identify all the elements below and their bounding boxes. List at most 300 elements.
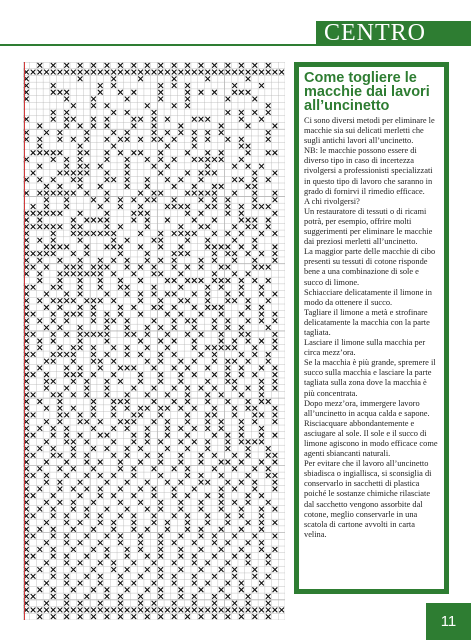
stitch-cross xyxy=(266,104,270,108)
stitch-cross xyxy=(118,63,122,67)
stitch-cross xyxy=(259,440,263,444)
stitch-cross xyxy=(78,332,82,336)
stitch-cross xyxy=(31,151,35,155)
stitch-cross xyxy=(38,527,42,531)
stitch-cross xyxy=(112,83,116,87)
stitch-cross xyxy=(253,352,257,356)
stitch-cross xyxy=(98,272,102,276)
stitch-cross xyxy=(145,178,149,182)
stitch-cross xyxy=(226,346,230,350)
stitch-cross xyxy=(212,615,216,619)
stitch-cross xyxy=(206,447,210,451)
stitch-cross xyxy=(139,312,143,316)
stitch-cross xyxy=(78,366,82,370)
stitch-cross xyxy=(165,447,169,451)
stitch-cross xyxy=(65,245,69,249)
stitch-cross xyxy=(125,426,129,430)
stitch-cross xyxy=(125,319,129,323)
stitch-cross xyxy=(132,386,136,390)
stitch-cross xyxy=(246,473,250,477)
stitch-cross xyxy=(139,500,143,504)
stitch-cross xyxy=(51,332,55,336)
stitch-cross xyxy=(239,615,243,619)
stitch-cross xyxy=(239,231,243,235)
stitch-cross xyxy=(71,406,75,410)
stitch-cross xyxy=(273,366,277,370)
stitch-cross xyxy=(259,339,263,343)
stitch-cross xyxy=(125,131,129,135)
stitch-cross xyxy=(226,447,230,451)
stitch-cross xyxy=(38,346,42,350)
stitch-cross xyxy=(65,198,69,202)
stitch-cross xyxy=(139,379,143,383)
stitch-cross xyxy=(233,413,237,417)
stitch-cross xyxy=(233,568,237,572)
stitch-cross xyxy=(71,500,75,504)
stitch-cross xyxy=(118,225,122,229)
stitch-cross xyxy=(206,366,210,370)
stitch-cross xyxy=(65,97,69,101)
stitch-cross xyxy=(259,514,263,518)
stitch-cross xyxy=(259,507,263,511)
stitch-cross xyxy=(159,594,163,598)
tip-box xyxy=(294,62,449,594)
stitch-cross xyxy=(85,379,89,383)
stitch-cross xyxy=(233,406,237,410)
stitch-cross xyxy=(31,352,35,356)
stitch-cross xyxy=(192,574,196,578)
stitch-cross xyxy=(139,204,143,208)
stitch-cross xyxy=(186,191,190,195)
stitch-cross xyxy=(212,467,216,471)
stitch-cross xyxy=(206,346,210,350)
stitch-cross xyxy=(105,507,109,511)
stitch-cross xyxy=(139,352,143,356)
stitch-cross xyxy=(145,184,149,188)
stitch-cross xyxy=(78,561,82,565)
stitch-cross xyxy=(226,366,230,370)
stitch-cross xyxy=(152,198,156,202)
stitch-cross xyxy=(206,70,210,74)
stitch-cross xyxy=(226,615,230,619)
stitch-cross xyxy=(165,393,169,397)
stitch-cross xyxy=(91,299,95,303)
stitch-cross xyxy=(259,83,263,87)
stitch-cross xyxy=(172,305,176,309)
stitch-cross xyxy=(91,231,95,235)
stitch-cross xyxy=(219,70,223,74)
stitch-cross xyxy=(192,278,196,282)
stitch-cross xyxy=(239,285,243,289)
stitch-cross xyxy=(259,164,263,168)
stitch-cross xyxy=(58,406,62,410)
stitch-cross xyxy=(112,561,116,565)
stitch-cross xyxy=(259,265,263,269)
stitch-cross xyxy=(118,245,122,249)
stitch-cross xyxy=(112,359,116,363)
stitch-cross xyxy=(199,386,203,390)
stitch-cross xyxy=(125,137,129,141)
stitch-cross xyxy=(266,204,270,208)
stitch-cross xyxy=(246,386,250,390)
stitch-cross xyxy=(239,440,243,444)
stitch-cross xyxy=(152,319,156,323)
stitch-cross xyxy=(78,211,82,215)
stitch-cross xyxy=(51,285,55,289)
stitch-cross xyxy=(186,494,190,498)
stitch-cross xyxy=(266,265,270,269)
stitch-cross xyxy=(192,70,196,74)
stitch-cross xyxy=(38,399,42,403)
stitch-cross xyxy=(179,426,183,430)
stitch-cross xyxy=(199,608,203,612)
stitch-cross xyxy=(78,265,82,269)
stitch-cross xyxy=(51,447,55,451)
stitch-cross xyxy=(233,339,237,343)
tip-box-title: Come togliere le macchie dai lavori all’uncinetto xyxy=(304,70,430,114)
stitch-cross xyxy=(139,601,143,605)
stitch-cross xyxy=(186,467,190,471)
stitch-cross xyxy=(273,507,277,511)
stitch-cross xyxy=(51,299,55,303)
stitch-cross xyxy=(105,325,109,329)
stitch-cross xyxy=(239,117,243,121)
stitch-cross xyxy=(192,191,196,195)
stitch-cross xyxy=(71,265,75,269)
stitch-cross xyxy=(192,581,196,585)
stitch-cross xyxy=(179,225,183,229)
paragraph: Per evitare che il lavoro all’uncinetto sbiadisca o ingiallisca, si sconsiglia di conservarlo in sacchetti di plastica poiché le sostanze chimiche rilasciate dal sacchetto vengono assorbite dal cotone, meglio conservarle in una scatola di cartone avvolti in carta velina. xyxy=(304,459,432,539)
stitch-cross xyxy=(233,487,237,491)
stitch-cross xyxy=(226,70,230,74)
stitch-cross xyxy=(172,231,176,235)
stitch-cross xyxy=(233,252,237,256)
stitch-cross xyxy=(206,117,210,121)
stitch-cross xyxy=(266,467,270,471)
stitch-cross xyxy=(132,581,136,585)
stitch-cross xyxy=(239,608,243,612)
stitch-cross xyxy=(172,541,176,545)
stitch-cross xyxy=(186,299,190,303)
stitch-cross xyxy=(159,272,163,276)
stitch-cross xyxy=(152,520,156,524)
stitch-cross xyxy=(259,379,263,383)
stitch-cross xyxy=(186,520,190,524)
stitch-cross xyxy=(246,77,250,81)
stitch-cross xyxy=(159,83,163,87)
stitch-cross xyxy=(145,433,149,437)
stitch-cross xyxy=(118,467,122,471)
stitch-cross xyxy=(239,332,243,336)
stitch-cross xyxy=(246,554,250,558)
stitch-cross xyxy=(65,426,69,430)
stitch-cross xyxy=(253,574,257,578)
stitch-cross xyxy=(192,144,196,148)
stitch-cross xyxy=(179,299,183,303)
stitch-cross xyxy=(159,554,163,558)
stitch-cross xyxy=(165,520,169,524)
stitch-cross xyxy=(78,285,82,289)
stitch-cross xyxy=(273,198,277,202)
stitch-cross xyxy=(112,373,116,377)
stitch-cross xyxy=(118,366,122,370)
stitch-cross xyxy=(266,399,270,403)
stitch-cross xyxy=(165,312,169,316)
stitch-cross xyxy=(179,554,183,558)
stitch-cross xyxy=(273,406,277,410)
stitch-cross xyxy=(152,131,156,135)
stitch-cross xyxy=(280,70,284,74)
stitch-cross xyxy=(71,272,75,276)
stitch-cross xyxy=(51,453,55,457)
stitch-cross xyxy=(172,204,176,208)
stitch-cross xyxy=(65,373,69,377)
stitch-cross xyxy=(71,527,75,531)
stitch-cross xyxy=(65,157,69,161)
stitch-cross xyxy=(91,312,95,316)
crochet-chart xyxy=(23,62,285,620)
stitch-cross xyxy=(273,312,277,316)
stitch-cross xyxy=(159,615,163,619)
stitch-cross xyxy=(246,339,250,343)
stitch-cross xyxy=(58,480,62,484)
stitch-cross xyxy=(253,191,257,195)
stitch-cross xyxy=(112,77,116,81)
stitch-cross xyxy=(219,473,223,477)
stitch-cross xyxy=(112,245,116,249)
page-number-label: 11 xyxy=(440,613,457,630)
stitch-cross xyxy=(31,413,35,417)
stitch-cross xyxy=(85,218,89,222)
stitch-cross xyxy=(273,70,277,74)
stitch-cross xyxy=(219,332,223,336)
stitch-cross xyxy=(259,70,263,74)
stitch-cross xyxy=(91,447,95,451)
stitch-cross xyxy=(105,292,109,296)
stitch-cross xyxy=(246,218,250,222)
stitch-cross xyxy=(159,534,163,538)
stitch-cross xyxy=(199,198,203,202)
stitch-cross xyxy=(132,440,136,444)
stitch-cross xyxy=(233,191,237,195)
stitch-cross xyxy=(266,473,270,477)
stitch-cross xyxy=(38,258,42,262)
stitch-cross xyxy=(273,373,277,377)
stitch-cross xyxy=(233,386,237,390)
stitch-cross xyxy=(253,265,257,269)
stitch-cross xyxy=(118,285,122,289)
stitch-cross xyxy=(65,554,69,558)
stitch-cross xyxy=(212,373,216,377)
stitch-cross xyxy=(132,520,136,524)
stitch-cross xyxy=(219,157,223,161)
stitch-cross xyxy=(85,164,89,168)
stitch-cross xyxy=(125,265,129,269)
stitch-cross xyxy=(186,527,190,531)
stitch-cross xyxy=(132,467,136,471)
stitch-cross xyxy=(38,568,42,572)
stitch-cross xyxy=(253,63,257,67)
stitch-cross xyxy=(246,144,250,148)
stitch-cross xyxy=(199,507,203,511)
stitch-cross xyxy=(219,568,223,572)
stitch-cross xyxy=(159,339,163,343)
stitch-cross xyxy=(78,225,82,229)
stitch-cross xyxy=(78,541,82,545)
stitch-cross xyxy=(226,278,230,282)
stitch-cross xyxy=(139,608,143,612)
stitch-cross xyxy=(253,70,257,74)
stitch-cross xyxy=(219,131,223,135)
stitch-cross xyxy=(58,500,62,504)
stitch-cross xyxy=(206,225,210,229)
stitch-cross xyxy=(219,588,223,592)
stitch-cross xyxy=(98,601,102,605)
stitch-cross xyxy=(253,258,257,262)
stitch-cross xyxy=(206,238,210,242)
stitch-cross xyxy=(71,137,75,141)
stitch-cross xyxy=(71,467,75,471)
stitch-cross xyxy=(186,386,190,390)
stitch-cross xyxy=(266,608,270,612)
stitch-cross xyxy=(85,137,89,141)
stitch-cross xyxy=(233,574,237,578)
stitch-cross xyxy=(253,615,257,619)
stitch-cross xyxy=(85,272,89,276)
stitch-cross xyxy=(51,588,55,592)
stitch-cross xyxy=(199,480,203,484)
stitch-cross xyxy=(266,615,270,619)
stitch-cross xyxy=(192,157,196,161)
stitch-cross xyxy=(159,137,163,141)
stitch-cross xyxy=(239,352,243,356)
stitch-cross xyxy=(58,346,62,350)
stitch-cross xyxy=(246,447,250,451)
stitch-cross xyxy=(31,225,35,229)
stitch-cross xyxy=(259,494,263,498)
stitch-cross xyxy=(125,393,129,397)
stitch-cross xyxy=(273,568,277,572)
stitch-cross xyxy=(31,211,35,215)
stitch-cross xyxy=(38,63,42,67)
stitch-cross xyxy=(71,453,75,457)
stitch-cross xyxy=(44,541,48,545)
stitch-cross xyxy=(31,494,35,498)
stitch-cross xyxy=(226,520,230,524)
stitch-cross xyxy=(259,312,263,316)
stitch-cross xyxy=(44,225,48,229)
stitch-cross xyxy=(246,184,250,188)
stitch-cross xyxy=(186,447,190,451)
stitch-cross xyxy=(58,299,62,303)
stitch-cross xyxy=(219,426,223,430)
stitch-cross xyxy=(172,70,176,74)
stitch-cross xyxy=(65,332,69,336)
stitch-cross xyxy=(78,70,82,74)
stitch-cross xyxy=(139,406,143,410)
stitch-cross xyxy=(98,83,102,87)
stitch-cross xyxy=(253,198,257,202)
stitch-cross xyxy=(85,386,89,390)
stitch-cross xyxy=(206,191,210,195)
stitch-cross xyxy=(105,319,109,323)
stitch-cross xyxy=(212,63,216,67)
stitch-cross xyxy=(132,366,136,370)
stitch-cross xyxy=(139,265,143,269)
stitch-cross xyxy=(219,494,223,498)
paragraph: Ci sono diversi metodi per eliminare le macchie sia sui delicati merletti che sugli antichi lavori all’uncinetto. xyxy=(304,116,435,146)
stitch-cross xyxy=(118,70,122,74)
stitch-cross xyxy=(132,561,136,565)
stitch-cross xyxy=(199,178,203,182)
stitch-cross xyxy=(239,547,243,551)
stitch-cross xyxy=(273,231,277,235)
stitch-cross xyxy=(125,608,129,612)
stitch-cross xyxy=(152,494,156,498)
stitch-cross xyxy=(78,373,82,377)
stitch-cross xyxy=(152,110,156,114)
stitch-cross xyxy=(226,299,230,303)
stitch-cross xyxy=(65,574,69,578)
paragraph: La maggior parte delle macchie di cibo presenti su tessuti di cotone risponde bene a una combinazione di sole e succo di limone. xyxy=(304,247,436,287)
stitch-cross xyxy=(172,77,176,81)
stitch-cross xyxy=(239,218,243,222)
stitch-cross xyxy=(219,608,223,612)
stitch-cross xyxy=(125,171,129,175)
stitch-cross xyxy=(139,547,143,551)
stitch-cross xyxy=(186,608,190,612)
stitch-cross xyxy=(91,568,95,572)
stitch-cross xyxy=(65,541,69,545)
stitch-cross xyxy=(273,547,277,551)
stitch-cross xyxy=(118,581,122,585)
stitch-cross xyxy=(105,225,109,229)
stitch-cross xyxy=(98,520,102,524)
stitch-cross xyxy=(226,399,230,403)
stitch-cross xyxy=(44,191,48,195)
stitch-cross xyxy=(112,144,116,148)
stitch-cross xyxy=(152,164,156,168)
stitch-cross xyxy=(192,426,196,430)
stitch-cross xyxy=(125,346,129,350)
stitch-cross xyxy=(98,204,102,208)
stitch-cross xyxy=(179,252,183,256)
stitch-cross xyxy=(253,278,257,282)
stitch-cross xyxy=(165,480,169,484)
stitch-cross xyxy=(31,534,35,538)
stitch-cross xyxy=(239,460,243,464)
stitch-cross xyxy=(159,500,163,504)
stitch-cross xyxy=(132,151,136,155)
stitch-cross xyxy=(199,157,203,161)
stitch-cross xyxy=(118,420,122,424)
stitch-cross xyxy=(58,278,62,282)
stitch-cross xyxy=(112,426,116,430)
stitch-cross xyxy=(58,413,62,417)
stitch-cross xyxy=(186,473,190,477)
stitch-cross xyxy=(98,574,102,578)
stitch-cross xyxy=(159,70,163,74)
stitch-cross xyxy=(206,285,210,289)
stitch-cross xyxy=(31,473,35,477)
stitch-cross xyxy=(51,90,55,94)
stitch-cross xyxy=(199,500,203,504)
stitch-cross xyxy=(139,151,143,155)
stitch-cross xyxy=(132,433,136,437)
stitch-cross xyxy=(152,137,156,141)
stitch-cross xyxy=(273,292,277,296)
stitch-cross xyxy=(65,561,69,565)
